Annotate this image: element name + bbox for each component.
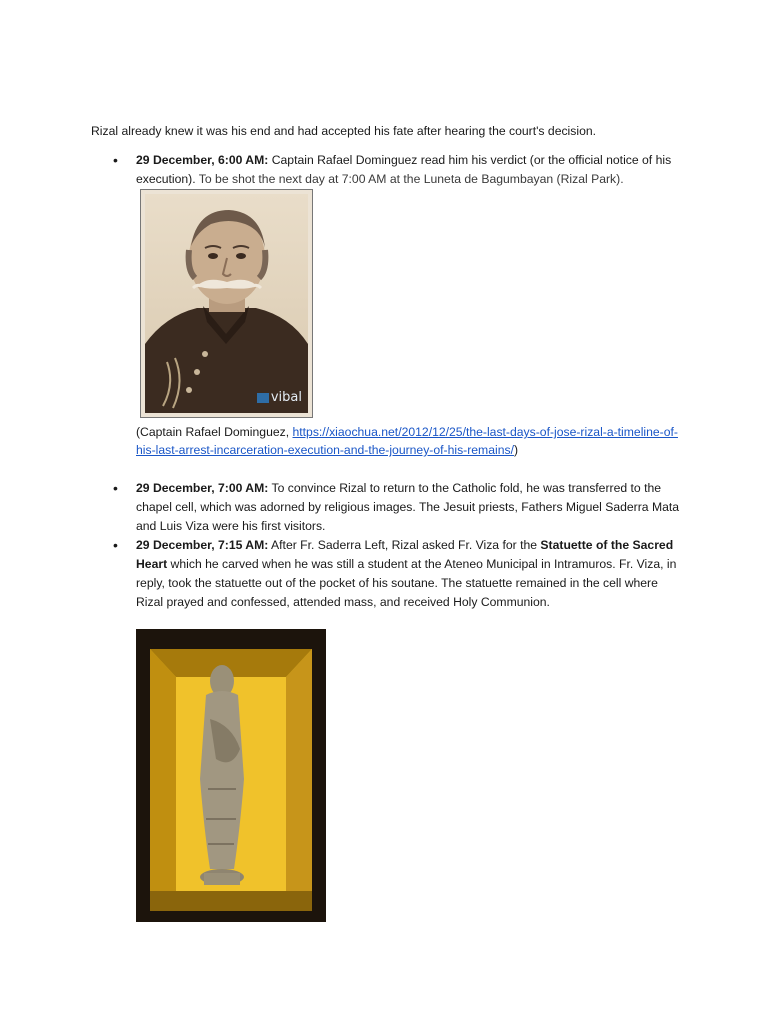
list-item bbox=[113, 479, 683, 536]
bullet-icon: • bbox=[113, 537, 118, 553]
bullet-body: Captain Rafael Dominguez read him his verdict (or the official notice of his execution). bbox=[136, 153, 672, 186]
bullet-body-continued: which he carved when he was still a student at the Ateneo Municipal in Intramuros. Fr. Viza, in reply, took the statuette out of the pocket of his soutane. The statuette remained in the cell where Rizal prayed and confessed, attended mass, and received Holy Communion. bbox=[136, 557, 677, 609]
statuette-name: Statuette of the Sacred Heart bbox=[136, 538, 674, 571]
bullet-text bbox=[136, 151, 683, 189]
bullet-body: After Fr. Saderra Left, Rizal asked Fr. Viza for the bbox=[268, 538, 541, 552]
bullet-text bbox=[136, 479, 683, 536]
statuette-image bbox=[136, 629, 326, 922]
intro-paragraph: Rizal already knew it was his end and had accepted his fate after hearing the court's decision. bbox=[91, 124, 597, 138]
bullet-time: 29 December, 6:00 AM: bbox=[136, 153, 269, 167]
caption-close: ) bbox=[513, 443, 519, 457]
list-item bbox=[113, 151, 683, 189]
bullet-time: 29 December, 7:15 AM: bbox=[136, 538, 269, 552]
bullet-time: 29 December, 7:00 AM: bbox=[136, 481, 269, 495]
portrait-image bbox=[140, 189, 313, 418]
statuette-photo bbox=[136, 629, 326, 922]
watermark-logo bbox=[257, 390, 302, 405]
bullet-body-continued: To be shot the next day at 7:00 AM at the Luneta de Bagumbayan (Rizal Park). bbox=[195, 172, 624, 186]
portrait-drawing bbox=[145, 194, 308, 413]
vibal-logo-icon bbox=[257, 393, 269, 403]
caption-open: (Captain Rafael Dominguez, bbox=[136, 425, 293, 439]
bullet-icon: • bbox=[113, 152, 118, 168]
bullet-body: To convince Rizal to return to the Catholic fold, he was transferred to the chapel cell, which was adorned by religious images. The Jesuit priests, Fathers Miguel Saderra Mata and Luis Viza were his first visitors. bbox=[136, 481, 680, 533]
portrait-photo bbox=[145, 194, 308, 413]
source-link[interactable]: https://xiaochua.net/2012/12/25/the-last-days-of-jose-rizal-a-timeline-of-his-last-arrest-incarceration-execution-and-the-journey-of-his-remains/ bbox=[136, 425, 678, 457]
bullet-icon: • bbox=[113, 480, 118, 496]
watermark-text: vibal bbox=[270, 390, 302, 405]
portrait-caption bbox=[136, 423, 696, 459]
bullet-text bbox=[136, 536, 683, 612]
list-item bbox=[113, 536, 683, 612]
